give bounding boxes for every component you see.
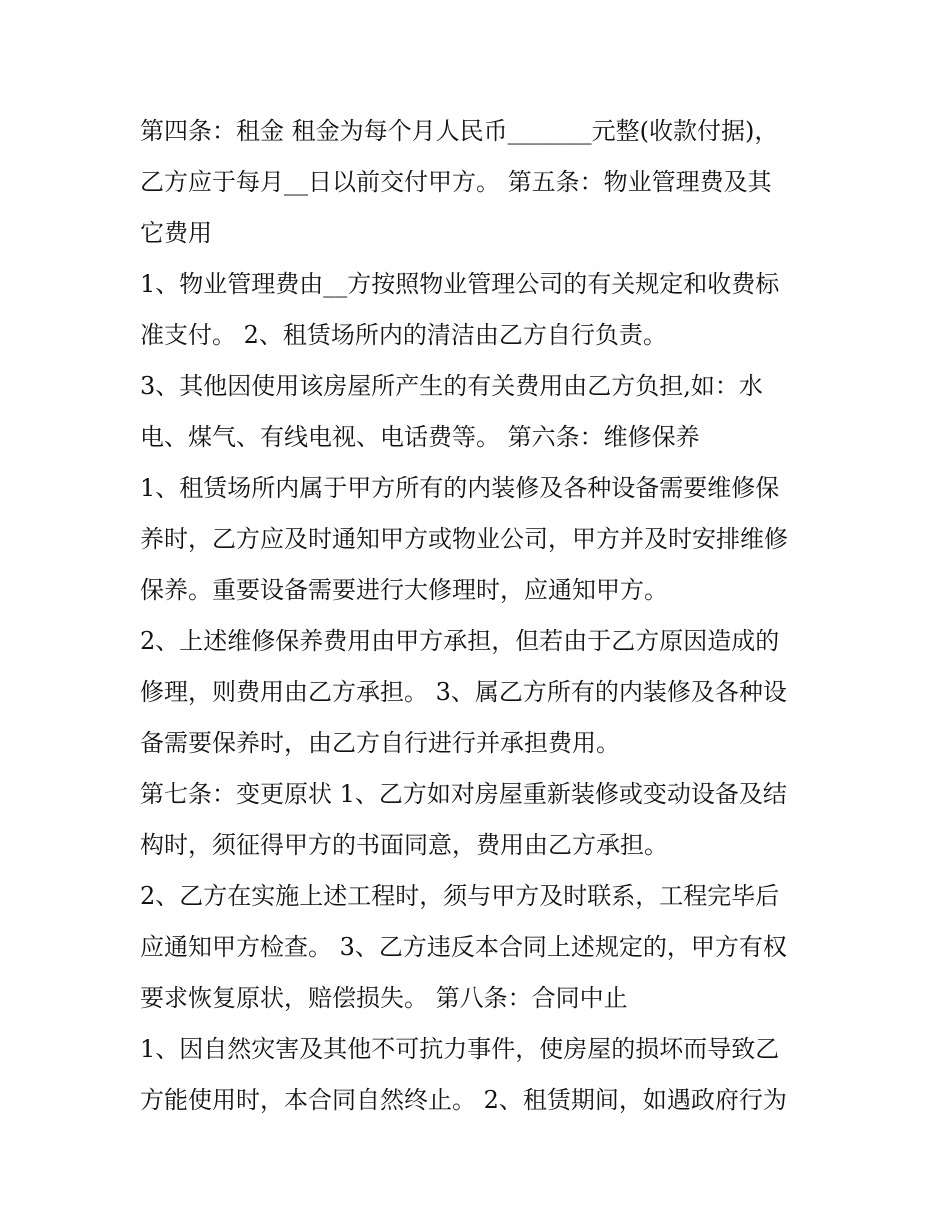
text-line: 方能使用时，本合同自然终止。 2、租赁期间，如遇政府行为 (140, 1086, 787, 1114)
document-body (140, 106, 840, 1126)
text-line: 第七条：变更原状 1、乙方如对房屋重新装修或变动设备及结 (140, 780, 787, 808)
text-line: 3、其他因使用该房屋所产生的有关费用由乙方负担,如：水 (140, 372, 763, 400)
text-line: 备需要保养时，由乙方自行进行并承担费用。 (140, 729, 620, 757)
text-line: 1、租赁场所内属于甲方所有的内装修及各种设备需要维修保 (140, 474, 780, 502)
text-line: 电、煤气、有线电视、电话费等。 第六条：维修保养 (140, 423, 700, 451)
text-line: 修理，则费用由乙方承担。 3、属乙方所有的内装修及各种设 (140, 678, 787, 706)
text-line: 要求恢复原状，赔偿损失。 第八条：合同中止 (140, 984, 628, 1012)
text-line: 应通知甲方检查。 3、乙方违反本合同上述规定的，甲方有权 (140, 933, 787, 961)
text-line: 乙方应于每月__日以前交付甲方。 第五条：物业管理费及其 (140, 168, 772, 196)
text-line: 1、因自然灾害及其他不可抗力事件，使房屋的损坏而导致乙 (140, 1035, 780, 1063)
text-line: 它费用 (140, 219, 212, 247)
text-line: 2、乙方在实施上述工程时，须与甲方及时联系，工程完毕后 (140, 882, 780, 910)
text-line: 养时，乙方应及时通知甲方或物业公司，甲方并及时安排维修 (140, 525, 788, 553)
text-line: 保养。重要设备需要进行大修理时，应通知甲方。 (140, 576, 668, 604)
text-line: 1、物业管理费由__方按照物业管理公司的有关规定和收费标 (140, 270, 780, 298)
text-line: 构时，须征得甲方的书面同意，费用由乙方承担。 (140, 831, 668, 859)
text-line: 2、上述维修保养费用由甲方承担，但若由于乙方原因造成的 (140, 627, 780, 655)
text-line: 准支付。 2、租赁场所内的清洁由乙方自行负责。 (140, 321, 667, 349)
text-line: 第四条：租金 租金为每个月人民币_______元整(收款付据)， (140, 117, 779, 145)
